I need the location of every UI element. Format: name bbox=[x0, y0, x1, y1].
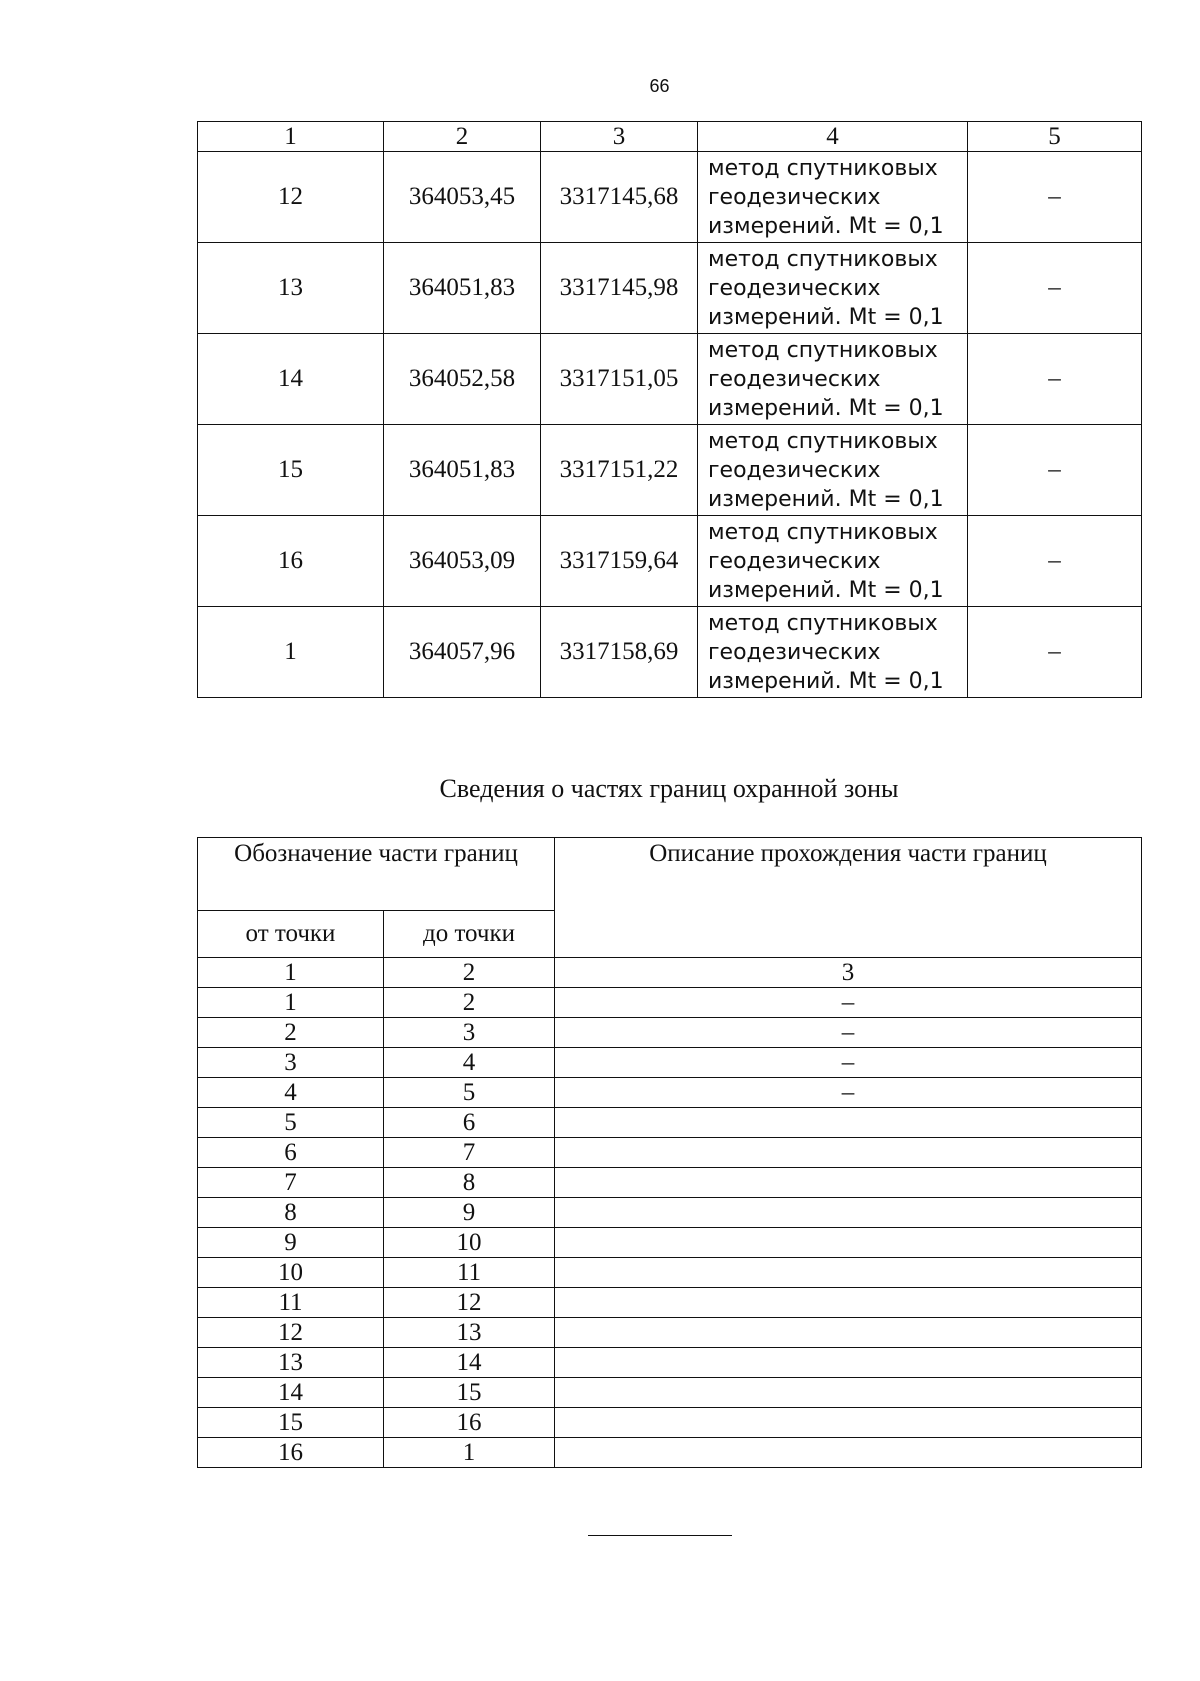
to-point: 10 bbox=[384, 1228, 555, 1258]
method-line: геодезических bbox=[708, 457, 881, 483]
page-number: 66 bbox=[649, 76, 670, 96]
point-number: 1 bbox=[198, 607, 384, 698]
part-description bbox=[555, 1108, 1142, 1138]
part-description bbox=[555, 1318, 1142, 1348]
part-description bbox=[555, 1408, 1142, 1438]
point-number: 15 bbox=[198, 425, 384, 516]
y-coordinate: 3317158,69 bbox=[541, 607, 698, 698]
column-number: 2 bbox=[384, 122, 541, 152]
to-point: 11 bbox=[384, 1258, 555, 1288]
note: – bbox=[968, 607, 1142, 698]
method-line: метод спутниковых bbox=[708, 337, 938, 363]
note: – bbox=[968, 425, 1142, 516]
parts-column-number-row bbox=[198, 958, 1142, 988]
boundary-part-row bbox=[198, 1228, 1142, 1258]
to-point-header: до точки bbox=[384, 911, 555, 958]
to-point: 7 bbox=[384, 1138, 555, 1168]
to-point: 2 bbox=[384, 988, 555, 1018]
method-description bbox=[698, 334, 968, 425]
y-coordinate: 3317159,64 bbox=[541, 516, 698, 607]
part-description: – bbox=[555, 1078, 1142, 1108]
boundary-part-row bbox=[198, 1348, 1142, 1378]
column-number: 3 bbox=[541, 122, 698, 152]
method-description bbox=[698, 243, 968, 334]
from-point: 3 bbox=[198, 1048, 384, 1078]
part-description bbox=[555, 1258, 1142, 1288]
boundary-part-row bbox=[198, 1138, 1142, 1168]
boundary-part-row bbox=[198, 1018, 1142, 1048]
method-line: метод спутниковых bbox=[708, 155, 938, 181]
y-coordinate: 3317145,98 bbox=[541, 243, 698, 334]
part-description bbox=[555, 1378, 1142, 1408]
method-line: измерений. Mt = 0,1 bbox=[708, 668, 944, 694]
from-point: 4 bbox=[198, 1078, 384, 1108]
point-number: 16 bbox=[198, 516, 384, 607]
note: – bbox=[968, 516, 1142, 607]
from-point: 10 bbox=[198, 1258, 384, 1288]
coordinate-row bbox=[198, 152, 1142, 243]
point-number: 12 bbox=[198, 152, 384, 243]
part-description bbox=[555, 1438, 1142, 1468]
from-point-header: от точки bbox=[198, 911, 384, 958]
method-line: геодезических bbox=[708, 366, 881, 392]
column-number: 1 bbox=[198, 958, 384, 988]
part-description bbox=[555, 1168, 1142, 1198]
coordinate-row bbox=[198, 607, 1142, 698]
method-line: геодезических bbox=[708, 548, 881, 574]
from-point: 16 bbox=[198, 1438, 384, 1468]
from-point: 6 bbox=[198, 1138, 384, 1168]
to-point: 8 bbox=[384, 1168, 555, 1198]
boundary-part-row bbox=[198, 1198, 1142, 1228]
column-number: 5 bbox=[968, 122, 1142, 152]
boundary-part-row bbox=[198, 1438, 1142, 1468]
x-coordinate: 364052,58 bbox=[384, 334, 541, 425]
to-point: 5 bbox=[384, 1078, 555, 1108]
part-description bbox=[555, 1288, 1142, 1318]
method-line: геодезических bbox=[708, 184, 881, 210]
method-line: измерений. Mt = 0,1 bbox=[708, 213, 944, 239]
method-description bbox=[698, 516, 968, 607]
to-point: 12 bbox=[384, 1288, 555, 1318]
x-coordinate: 364051,83 bbox=[384, 243, 541, 334]
to-point: 15 bbox=[384, 1378, 555, 1408]
boundary-part-row bbox=[198, 988, 1142, 1018]
boundary-parts-table bbox=[197, 837, 1142, 1468]
from-point: 2 bbox=[198, 1018, 384, 1048]
method-line: геодезических bbox=[708, 639, 881, 665]
from-point: 9 bbox=[198, 1228, 384, 1258]
from-point: 5 bbox=[198, 1108, 384, 1138]
from-point: 1 bbox=[198, 988, 384, 1018]
parts-header-row bbox=[198, 838, 1142, 911]
note: – bbox=[968, 152, 1142, 243]
part-description: – bbox=[555, 1048, 1142, 1078]
from-point: 7 bbox=[198, 1168, 384, 1198]
from-point: 8 bbox=[198, 1198, 384, 1228]
part-description bbox=[555, 1198, 1142, 1228]
section-title: Сведения о частях границ охранной зоны bbox=[439, 774, 899, 803]
coordinate-row bbox=[198, 425, 1142, 516]
boundary-part-row bbox=[198, 1108, 1142, 1138]
from-point: 12 bbox=[198, 1318, 384, 1348]
method-line: метод спутниковых bbox=[708, 246, 938, 272]
boundary-part-row bbox=[198, 1078, 1142, 1108]
boundary-part-row bbox=[198, 1168, 1142, 1198]
column-number: 3 bbox=[555, 958, 1142, 988]
to-point: 4 bbox=[384, 1048, 555, 1078]
y-coordinate: 3317151,22 bbox=[541, 425, 698, 516]
method-line: измерений. Mt = 0,1 bbox=[708, 577, 944, 603]
note: – bbox=[968, 334, 1142, 425]
y-coordinate: 3317151,05 bbox=[541, 334, 698, 425]
method-line: метод спутниковых bbox=[708, 428, 938, 454]
coordinates-table bbox=[197, 121, 1142, 698]
from-point: 13 bbox=[198, 1348, 384, 1378]
description-header: Описание прохождения части границ bbox=[555, 838, 1142, 958]
x-coordinate: 364053,09 bbox=[384, 516, 541, 607]
closing-rule bbox=[588, 1535, 732, 1536]
boundary-part-row bbox=[198, 1258, 1142, 1288]
method-line: метод спутниковых bbox=[708, 519, 938, 545]
y-coordinate: 3317145,68 bbox=[541, 152, 698, 243]
boundary-part-row bbox=[198, 1288, 1142, 1318]
method-line: измерений. Mt = 0,1 bbox=[708, 395, 944, 421]
boundary-part-row bbox=[198, 1408, 1142, 1438]
coordinate-row bbox=[198, 516, 1142, 607]
boundary-part-row bbox=[198, 1048, 1142, 1078]
to-point: 3 bbox=[384, 1018, 555, 1048]
part-description bbox=[555, 1348, 1142, 1378]
boundary-part-row bbox=[198, 1378, 1142, 1408]
from-point: 15 bbox=[198, 1408, 384, 1438]
to-point: 1 bbox=[384, 1438, 555, 1468]
method-line: измерений. Mt = 0,1 bbox=[708, 304, 944, 330]
method-description bbox=[698, 152, 968, 243]
column-number: 1 bbox=[198, 122, 384, 152]
x-coordinate: 364051,83 bbox=[384, 425, 541, 516]
column-number: 2 bbox=[384, 958, 555, 988]
method-line: метод спутниковых bbox=[708, 610, 938, 636]
coordinate-row bbox=[198, 243, 1142, 334]
from-point: 11 bbox=[198, 1288, 384, 1318]
to-point: 16 bbox=[384, 1408, 555, 1438]
column-number: 4 bbox=[698, 122, 968, 152]
to-point: 6 bbox=[384, 1108, 555, 1138]
from-point: 14 bbox=[198, 1378, 384, 1408]
part-description: – bbox=[555, 1018, 1142, 1048]
method-description bbox=[698, 607, 968, 698]
x-coordinate: 364057,96 bbox=[384, 607, 541, 698]
method-line: геодезических bbox=[708, 275, 881, 301]
method-description bbox=[698, 425, 968, 516]
to-point: 9 bbox=[384, 1198, 555, 1228]
coordinate-row bbox=[198, 334, 1142, 425]
point-number: 14 bbox=[198, 334, 384, 425]
to-point: 13 bbox=[384, 1318, 555, 1348]
coordinates-header-row bbox=[198, 122, 1142, 152]
boundary-part-row bbox=[198, 1318, 1142, 1348]
method-line: измерений. Mt = 0,1 bbox=[708, 486, 944, 512]
part-description: – bbox=[555, 988, 1142, 1018]
part-description bbox=[555, 1228, 1142, 1258]
x-coordinate: 364053,45 bbox=[384, 152, 541, 243]
point-number: 13 bbox=[198, 243, 384, 334]
note: – bbox=[968, 243, 1142, 334]
part-description bbox=[555, 1138, 1142, 1168]
to-point: 14 bbox=[384, 1348, 555, 1378]
designation-header: Обозначение части границ bbox=[198, 838, 555, 911]
